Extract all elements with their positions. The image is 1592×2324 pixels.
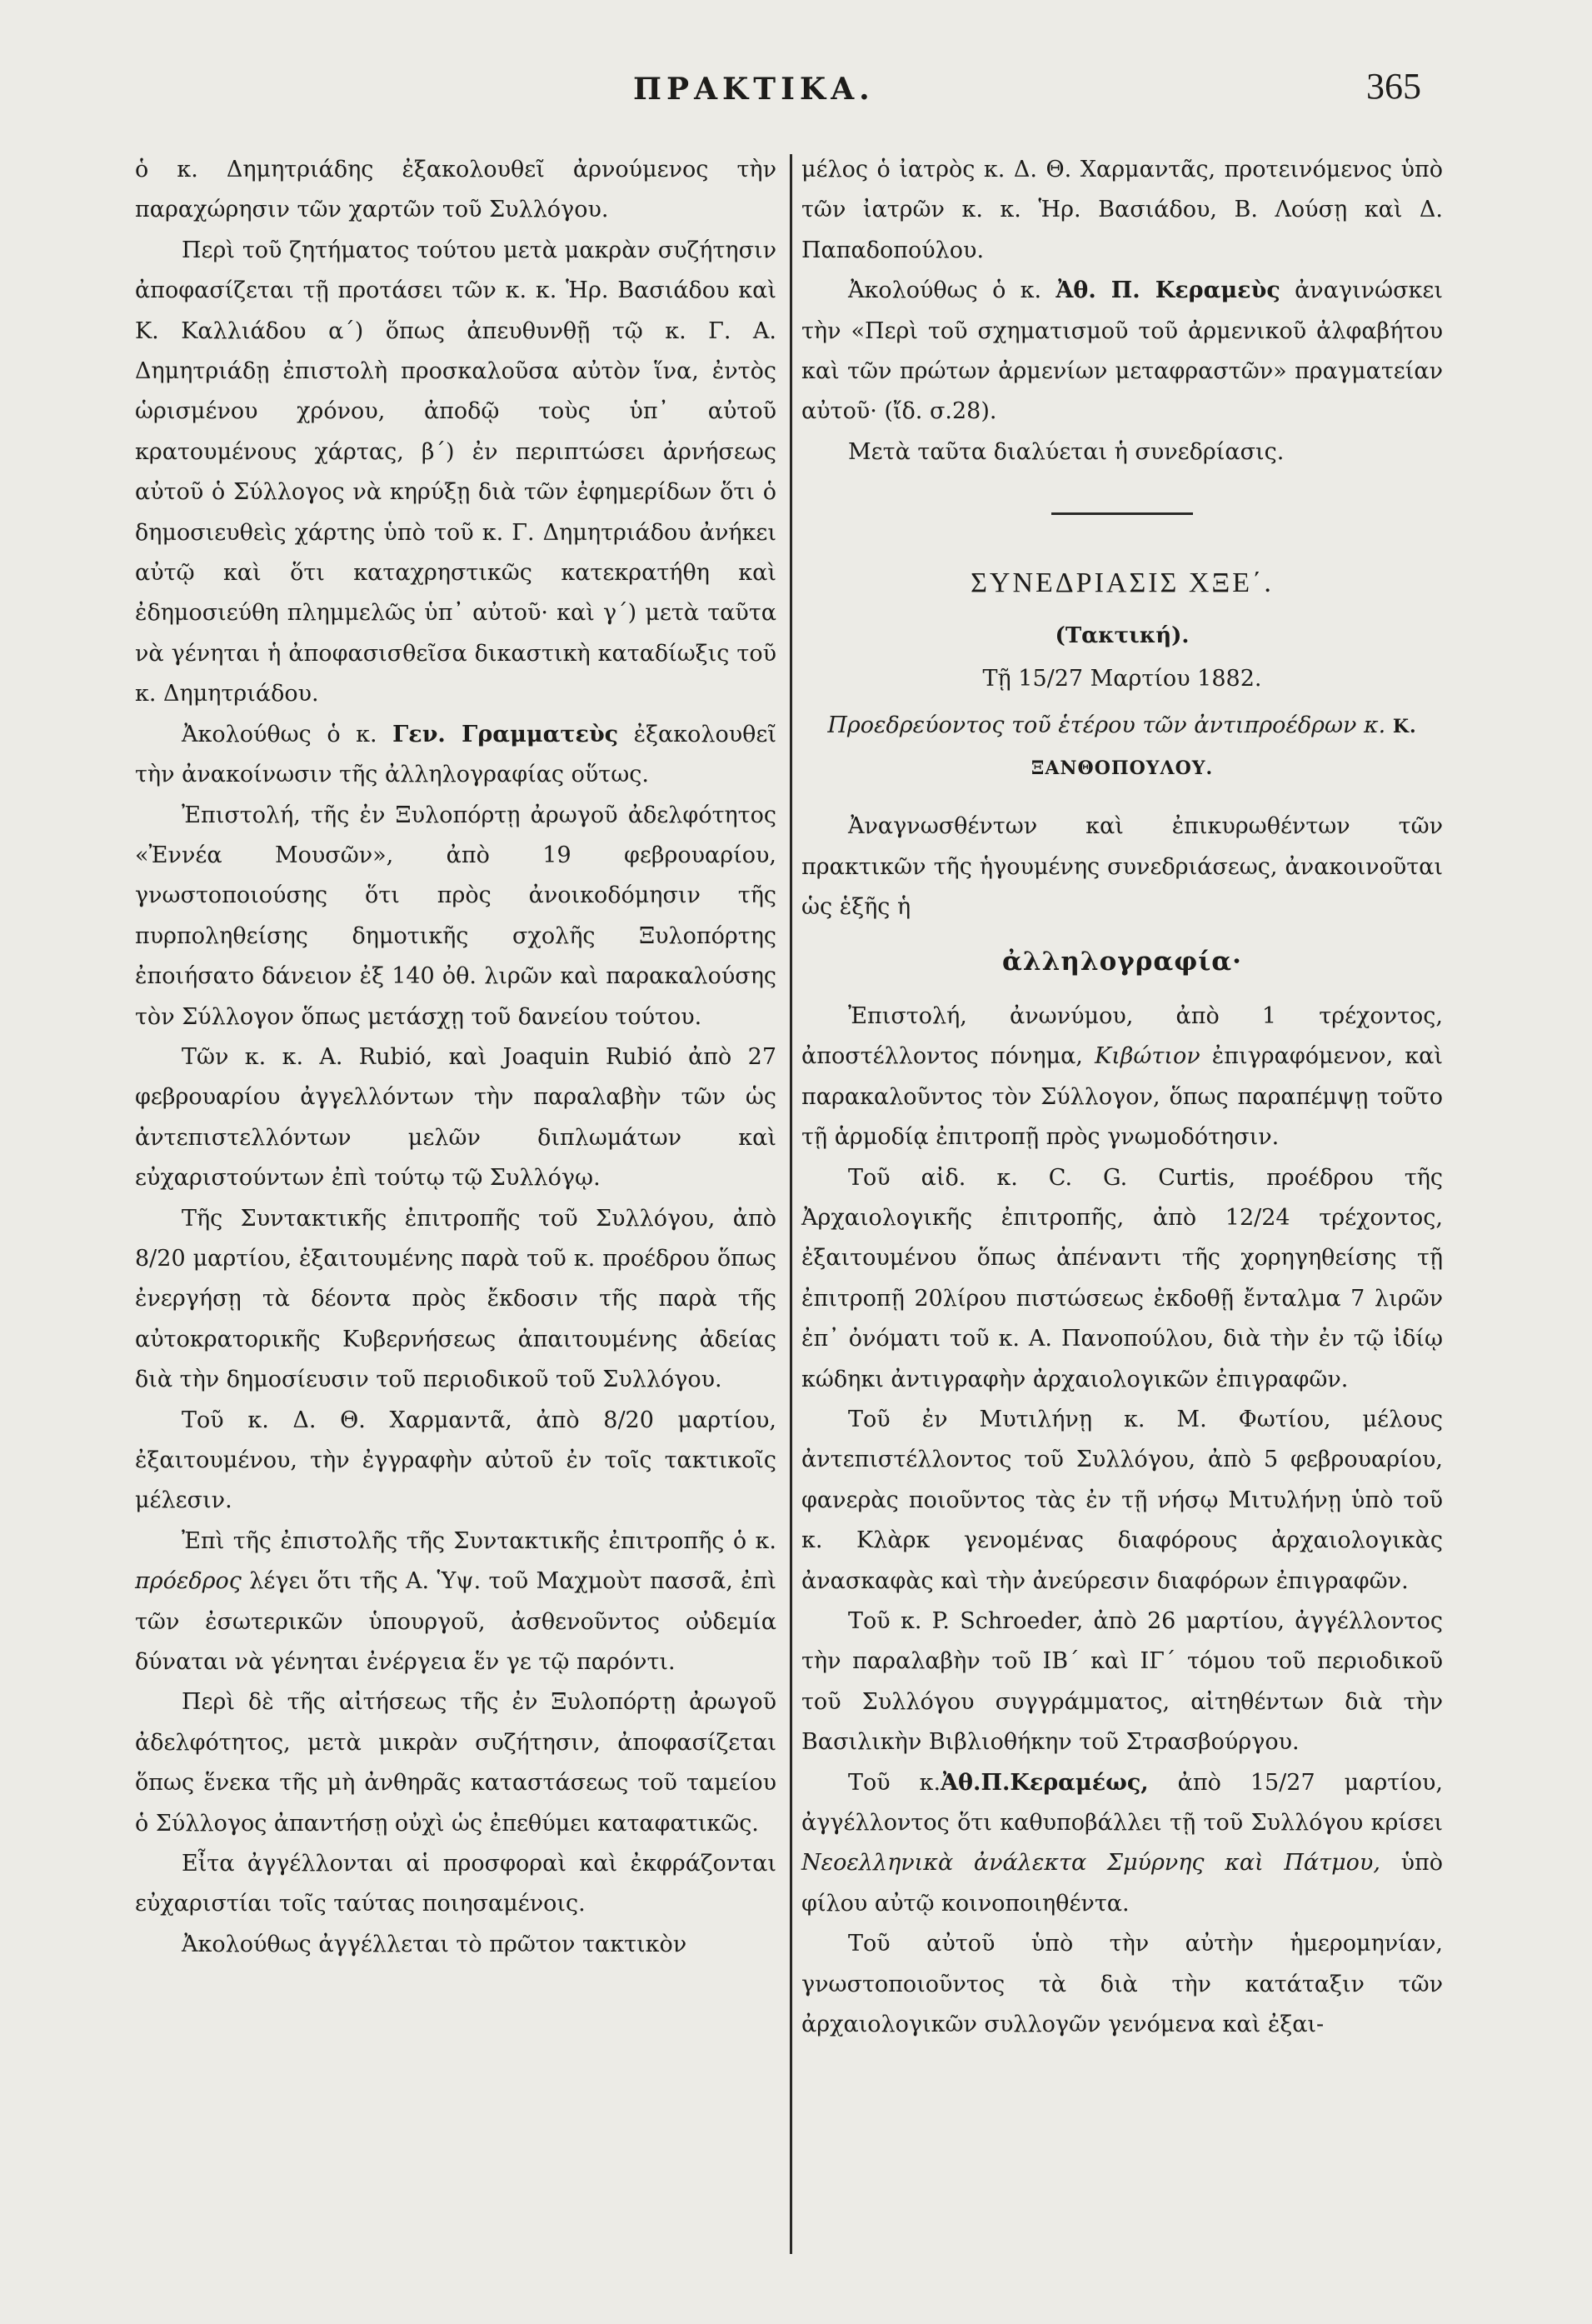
kerameus-name: Ἀθ. Π. Κεραμεὺς <box>1056 277 1280 304</box>
kerameus-paragraph <box>801 271 1443 432</box>
paragraph: ὁ κ. Δημητριάδης ἐξακολουθεῖ ἀρνούμενος τὴν παραχώρησιν τῶν χαρτῶν τοῦ Συλλόγου. <box>135 157 776 223</box>
text-span: ἐπιγραφόμενον, καὶ παρακαλοῦντος τὸν Σύλλογον, ὅπως παραπέμψῃ τοῦτο τῇ ἁρμοδίᾳ ἐπιτροπῇ πρὸς γνωμοδότησιν. <box>801 1043 1443 1151</box>
paragraph: Ἀναγνωσθέντων καὶ ἐπικυρωθέντων τῶν πρακτικῶν τῆς ἡγουμένης συνεδριάσεως, ἀνακοινοῦται ὡς ἑξῆς ἡ <box>801 813 1443 921</box>
text-span: ὑπὸ φίλου αὐτῷ κοινοποιηθέντα. <box>801 1850 1443 1917</box>
text-span: Ἀκολούθως ὁ κ. <box>182 721 377 747</box>
work-title: Κιβώτιον <box>1095 1043 1200 1070</box>
letter-paragraph: Τοῦ αἰδ. κ. C. G. Curtis, προέδρου τῆς Ἀρχαιολογικῆς ἐπιτροπῆς, ἀπὸ 12/24 τρέχοντος, ἐξαιτουμένου ὅπως ἀπέναντι τῆς χορηγηθείσης τῇ ἐπιτροπῇ 20λίρου πιστώσεως ἐκδοθῇ ἔνταλμα 7 λιρῶν ἐπ᾽ ὀνόματι τοῦ κ. Α. Πανοπούλου, διὰ τὴν ἐν τῷ ἰδίῳ κώδηκι ἀντιγραφὴν ἀρχαιολογικῶν ἐπιγραφῶν. <box>801 1164 1443 1392</box>
right-column <box>801 150 1443 2045</box>
president-word: πρόεδρος <box>135 1568 242 1595</box>
letter-paragraph: Τοῦ κ. P. Schroeder, ἀπὸ 26 μαρτίου, ἀγγέλλοντος τὴν παραλαβὴν τοῦ ΙΒ΄ καὶ ΙΓ΄ τόμου τοῦ περιοδικοῦ τοῦ Συλλόγου συγγράμματος, αἰτηθέντων διὰ τὴν Βασιλικὴν Βιβλιοθήκην τοῦ Στρασβούργου. <box>801 1608 1443 1756</box>
text-span: ἐξακολουθεῖ τὴν ἀνακοίνωσιν τῆς ἀλληλογραφίας οὕτως. <box>135 721 776 788</box>
letter-paragraph: Τῶν κ. κ. A. Rubió, καὶ Joaquin Rubió ἀπὸ 27 φεβρουαρίου ἀγγελλόντων τὴν παραλαβὴν τῶν ὡς ἀντεπιστελλόντων μελῶν διπλωμάτων καὶ εὐχαριστούντων ἐπὶ τούτῳ τῷ Συλλόγῳ. <box>135 1043 776 1192</box>
presidency-line <box>801 706 1443 788</box>
text-span: ἀπὸ 15/27 μαρτίου, ἀγγέλλοντος ὅτι καθυποβάλλει τῇ τοῦ Συλλόγου κρίσει <box>801 1769 1444 1837</box>
text-span: ἀναγινώσκει τὴν «Περὶ τοῦ σχηματισμοῦ τοῦ ἀρμενικοῦ ἀλφαβήτου καὶ τῶν πρώτων ἀρμενίων μεταφραστῶν» πραγματείαν αὐτοῦ· (ἴδ. σ.28). <box>801 277 1443 425</box>
letter-paragraph: Τοῦ κ. Δ. Θ. Χαρμαντᾶ, ἀπὸ 8/20 μαρτίου, ἐξαιτουμένου, τὴν ἐγγραφὴν αὐτοῦ ἐν τοῖς τακτικοῖς μέλεσιν. <box>135 1407 776 1514</box>
president-remark <box>135 1522 776 1683</box>
page-number: 365 <box>1366 66 1421 107</box>
letter-paragraph <box>801 997 1443 1158</box>
session-date: Τῇ 15/27 Μαρτίου 1882. <box>982 666 1262 692</box>
secretary-name: Γεν. Γραμματεὺς <box>392 721 619 747</box>
left-column <box>135 150 776 1965</box>
secretary-paragraph <box>135 715 776 796</box>
session-title: ΣΥΝΕΔΡΙΑΣΙΣ ΧΞΕ΄. <box>971 567 1274 599</box>
letter-paragraph: Τοῦ ἐν Μυτιλήνῃ κ. Μ. Φωτίου, μέλους ἀντεπιστέλλοντος τοῦ Συλλόγου, ἀπὸ 5 φεβρουαρίου, φανερὰς ποιοῦντος τὰς ἐν τῇ νήσῳ Μιτυλήνῃ ὑπὸ τοῦ κ. Κλὰρκ γενομένας διαφόρους ἀρχαιολογικὰς ἀνασκαφὰς καὶ τὴν ἀνεύρεσιν διαφόρων ἐπιγραφῶν. <box>801 1406 1443 1594</box>
text-span: Προεδρεύοντος τοῦ ἑτέρου τῶν ἀντιπροέδρων κ. <box>827 712 1386 739</box>
section-separator <box>1051 512 1193 515</box>
letter-paragraph: Τοῦ αὐτοῦ ὑπὸ τὴν αὐτὴν ἡμερομηνίαν, γνωστοποιοῦντος τὰ διὰ τὴν κατάταξιν τῶν ἀρχαιολογικῶν συλλογῶν γενόμενα καὶ ἐξαι- <box>801 1931 1443 2038</box>
text-span: Ἐπὶ τῆς ἐπιστολῆς τῆς Συντακτικῆς ἐπιτροπῆς ὁ κ. <box>182 1527 776 1554</box>
kerameus-name: Ἀθ.Π.Κεραμέως, <box>941 1769 1149 1796</box>
letter-paragraph: Ἐπιστολή, τῆς ἐν Ξυλοπόρτῃ ἀρωγοῦ ἀδελφότητος «Ἐννέα Μουσῶν», ἀπὸ 19 φεβρουαρίου, γνωστοποιούσης ὅτι πρὸς ἀνοικοδόμησιν τῆς πυρποληθείσης δημοτικῆς σχολῆς Ξυλοπόρτης ἐποιήσατο δάνειον ἐξ 140 ὀθ. λιρῶν καὶ παρακαλούσης τὸν Σύλλογον ὅπως μετάσχῃ τοῦ δανείου τούτου. <box>135 802 776 1030</box>
work-title: Νεοελληνικὰ ἀνάλεκτα Σμύρνης καὶ Πάτμου, <box>801 1850 1380 1877</box>
paragraph: Περὶ δὲ τῆς αἰτήσεως τῆς ἐν Ξυλοπόρτῃ ἀρωγοῦ ἀδελφότητος, μετὰ μικρὰν συζήτησιν, ἀποφασίζεται ὅπως ἕνεκα τῆς μὴ ἀνθηρᾶς καταστάσεως τοῦ ταμείου ὁ Σύλλογος ἀπαντήσῃ οὐχὶ ὡς ἐπεθύμει καταφατικῶς. <box>135 1689 776 1837</box>
paragraph: Περὶ τοῦ ζητήματος τούτου μετὰ μακρὰν συζήτησιν ἀποφασίζεται τῇ προτάσει τῶν κ. κ. Ἡρ. Βασιάδου καὶ Κ. Καλλιάδου α΄) ὅπως ἀπευθυνθῇ τῷ κ. Γ. Α. Δημητριάδῃ ἐπιστολὴ προσκαλοῦσα αὐτὸν ἵνα, ἐντὸς ὡρισμένου χρόνου, ἀποδῷ τοὺς ὑπ᾽ αὐτοῦ κρατουμένους χάρτας, β΄) ἐν περιπτώσει ἀρνήσεως αὐτοῦ ὁ Σύλλογος νὰ κηρύξῃ διὰ τῶν ἐφημερίδων ὅτι ὁ δημοσιευθεὶς χάρτης ὑπὸ τοῦ κ. Γ. Δημητριάδου ἀνήκει αὐτῷ καὶ ὅτι καταχρηστικῶς κατεκρατήθη καὶ ἐδημοσιεύθη πλημμελῶς ὑπ᾽ αὐτοῦ· καὶ γ΄) μετὰ ταῦτα νὰ γένηται ἡ ἀποφασισθεῖσα δικαστικὴ καταδίωξις τοῦ κ. Δημητριάδου. <box>135 237 776 707</box>
text-span: Ἐπιστολή, ἀνωνύμου, ἀπὸ 1 τρέχοντος, ἀποστέλλοντος πόνημα, <box>801 1002 1443 1070</box>
session-type: (Τακτική). <box>1055 622 1190 648</box>
text-span: λέγει ὅτι τῆς Α. Ὑψ. τοῦ Μαχμοὺτ πασσᾶ, ἐπὶ τῶν ἐσωτερικῶν ὑπουργοῦ, ἀσθενοῦντος οὐδεμία δύναται νὰ γένηται ἐνέργεια ἕν γε τῷ παρόντι. <box>135 1568 776 1676</box>
text-span: Τοῦ κ. <box>848 1769 941 1796</box>
column-divider <box>790 154 792 2254</box>
paragraph: μέλος ὁ ἰατρὸς κ. Δ. Θ. Χαρμαντᾶς, προτεινόμενος ὑπὸ τῶν ἰατρῶν κ. κ. Ἡρ. Βασιάδου, Β. Λούσῃ καὶ Δ. Παπαδοπούλου. <box>801 157 1443 263</box>
paragraph: Εἶτα ἀγγέλλονται αἱ προσφοραὶ καὶ ἐκφράζονται εὐχαριστίαι τοῖς ταύτας ποιησαμένοις. <box>135 1851 776 1917</box>
correspondence-heading: ἀλληλογραφία· <box>1002 946 1242 977</box>
paragraph: Ἀκολούθως ἀγγέλλεται τὸ πρῶτον τακτικὸν <box>182 1931 687 1957</box>
text-span: Ἀκολούθως ὁ κ. <box>848 277 1042 304</box>
president-name: Κ. ΞΑΝΘΟΠΟΥΛΟΥ. <box>1031 716 1417 779</box>
paragraph: Μετὰ ταῦτα διαλύεται ἡ συνεδρίασις. <box>848 438 1285 465</box>
letter-paragraph <box>801 1763 1443 1925</box>
letter-paragraph: Τῆς Συντακτικῆς ἐπιτροπῆς τοῦ Συλλόγου, ἀπὸ 8/20 μαρτίου, ἐξαιτουμένης παρὰ τοῦ κ. προέδρου ὅπως ἐνεργήσῃ τὰ δέοντα πρὸς ἔκδοσιν τῆς παρὰ τῆς αὐτοκρατορικῆς Κυβερνήσεως ἀπαιτουμένης ἀδείας διὰ τὴν δημοσίευσιν τοῦ περιοδικοῦ τοῦ Συλλόγου. <box>135 1205 776 1393</box>
running-title: ΠΡΑΚΤΙΚΑ. <box>633 72 875 107</box>
running-head <box>0 65 1592 115</box>
